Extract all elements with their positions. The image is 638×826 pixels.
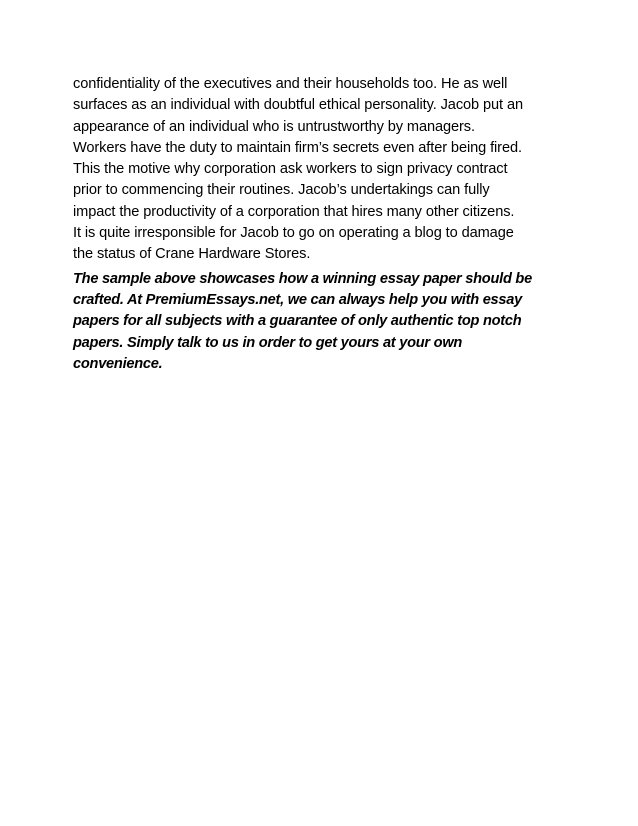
body-line: surfaces as an individual with doubtful ethical personality. Jacob put an <box>73 97 523 114</box>
body-line: impact the productivity of a corporation that hires many other citizens. <box>73 203 515 220</box>
promo-paragraph <box>73 269 573 375</box>
document-content <box>73 74 573 375</box>
promo-line: The sample above showcases how a winning essay paper should be <box>73 270 532 287</box>
body-line: confidentiality of the executives and their households too. He as well <box>73 76 508 92</box>
body-paragraph <box>73 74 573 266</box>
promo-line: convenience. <box>73 355 163 372</box>
body-line: prior to commencing their routines. Jacob’s undertakings can fully <box>73 182 490 199</box>
promo-line: papers. Simply talk to us in order to get yours at your own <box>73 334 463 351</box>
promo-line: crafted. At PremiumEssays.net, we can always help you with essay <box>73 291 523 308</box>
body-line: appearance of an individual who is untrustworthy by managers. <box>73 118 475 135</box>
body-line: It is quite irresponsible for Jacob to go on operating a blog to damage <box>73 225 514 242</box>
promo-line: papers for all subjects with a guarantee of only authentic top notch <box>73 313 522 330</box>
body-line: Workers have the duty to maintain firm’s secrets even after being fired. <box>73 139 522 156</box>
body-line: the status of Crane Hardware Stores. <box>73 246 311 263</box>
body-line: This the motive why corporation ask workers to sign privacy contract <box>73 161 508 178</box>
